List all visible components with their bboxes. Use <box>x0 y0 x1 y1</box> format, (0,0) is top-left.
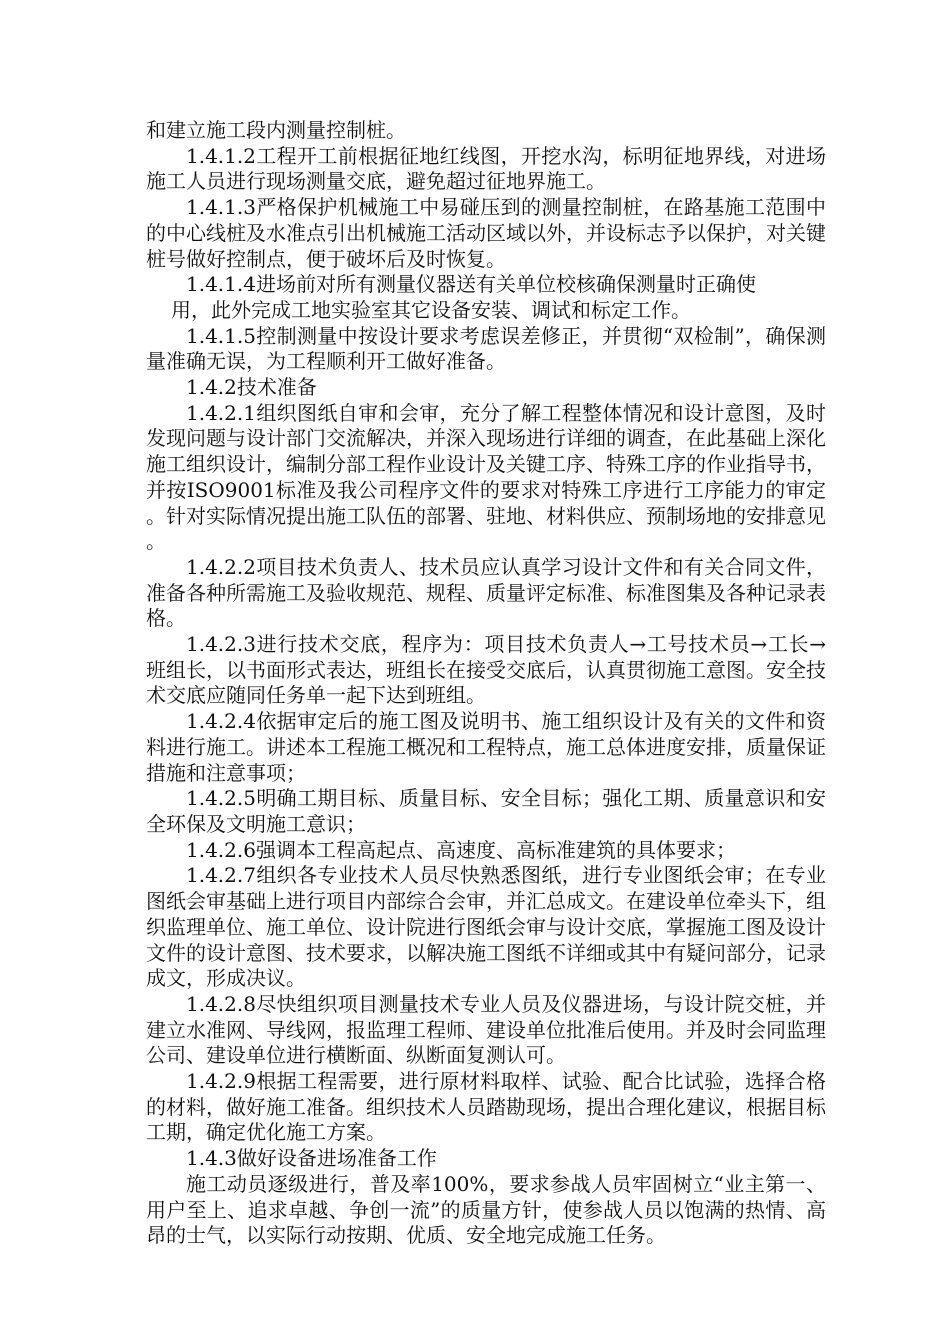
paragraph-1-4-1-4 <box>146 272 826 323</box>
paragraph-1-4-2-1: 1.4.2.1组织图纸自审和会审，充分了解工程整体情况和设计意图，及时发现问题与设计部门交流解决，并深入现场进行详细的调查，在此基础上深化施工组织设计，编制分部工程作业设计及关键工序、特殊工序的作业指导书，并按ISO9001标准及我公司程序文件的要求对特殊工序进行工序能力的审定。针对实际情况提出施工队伍的部署、驻地、材料供应、预制场地的安排意见。 <box>146 400 826 554</box>
paragraph-1-4-2-7: 1.4.2.7组织各专业技术人员尽快熟悉图纸，进行专业图纸会审；在专业图纸会审基础上进行项目内部综合会审，并汇总成文。在建设单位牵头下，组织监理单位、施工单位、设计院进行图纸会审与设计交底，掌握施工图及设计文件的设计意图、技术要求，以解决施工图纸不详细或其中有疑问部分，记录成文，形成决议。 <box>146 863 826 991</box>
paragraph-1-4-2-6: 1.4.2.6强调本工程高起点、高速度、高标准建筑的具体要求； <box>186 837 736 862</box>
heading-1-4-2: 1.4.2技术准备 <box>186 375 317 400</box>
paragraph-1-4-2-8: 1.4.2.8尽快组织项目测量技术专业人员及仪器进场，与设计院交桩，并建立水准网、导线网，报监理工程师、建设单位批准后使用。并及时会同监理公司、建设单位进行横断面、纵断面复测认可。 <box>146 991 826 1068</box>
paragraph-1-4-1-3: 1.4.1.3严格保护机械施工中易碰压到的测量控制桩，在路基施工范围中的中心线桩及水准点引出机械施工活动区域以外，并设标志予以保护，对关键桩号做好控制点，便于破坏后及时恢复。 <box>146 195 826 271</box>
paragraph-continuation: 和建立施工段内测量控制桩。 <box>146 118 406 142</box>
paragraph-1-4-1-2: 1.4.1.2工程开工前根据征地红线图，开挖水沟，标明征地界线，对进场施工人员进行现场测量交底，避免超过征地界施工。 <box>146 143 826 194</box>
paragraph-1-4-2-5: 1.4.2.5明确工期目标、质量目标、安全目标；强化工期、质量意识和安全环保及文明施工意识； <box>146 786 826 836</box>
heading-1-4-3: 1.4.3做好设备进场准备工作 <box>186 1146 437 1171</box>
paragraph-1-4-1-5: 1.4.1.5控制测量中按设计要求考虑误差修正，并贯彻“双检制”，确保测量准确无误，为工程顺利开工做好准备。 <box>146 323 826 374</box>
paragraph-1-4-2-3: 1.4.2.3进行技术交底，程序为：项目技术负责人→工号技术员→工长→班组长，以书面形式表达，班组长在接受交底后，认真贯彻施工意图。安全技术交底应随同任务单一起下达到班组。 <box>146 632 826 708</box>
paragraph-mobilization: 施工动员逐级进行，普及率100%，要求参战人员牢固树立“业主第一、用户至上、追求卓越、争创一流”的质量方针，使参战人员以饱满的热情、高昂的士气，以实际行动按期、优质、安全地完成施工任务。 <box>146 1171 826 1248</box>
document-body <box>146 118 826 1249</box>
paragraph-1-4-1-4-line1: 1.4.1.4进场前对所有测量仪器送有关单位校核确保测量时正确使 <box>186 272 756 297</box>
paragraph-1-4-2-4: 1.4.2.4依据审定后的施工图及说明书、施工组织设计及有关的文件和资料进行施工。讲述本工程施工概况和工程特点，施工总体进度安排，质量保证措施和注意事项； <box>146 709 826 785</box>
paragraph-1-4-2-9: 1.4.2.9根据工程需要，进行原材料取样、试验、配合比试验，选择合格的材料，做好施工准备。组织技术人员踏勘现场，提出合理化建议，根据目标工期，确定优化施工方案。 <box>146 1069 826 1145</box>
paragraph-1-4-1-4-line2: 用，此外完成工地实验室其它设备安装、调试和标定工作。 <box>171 297 691 322</box>
paragraph-1-4-2-2: 1.4.2.2项目技术负责人、技术员应认真学习设计文件和有关合同文件，准备各种所需施工及验收规范、规程、质量评定标准、标准图集及各种记录表格。 <box>146 554 826 631</box>
